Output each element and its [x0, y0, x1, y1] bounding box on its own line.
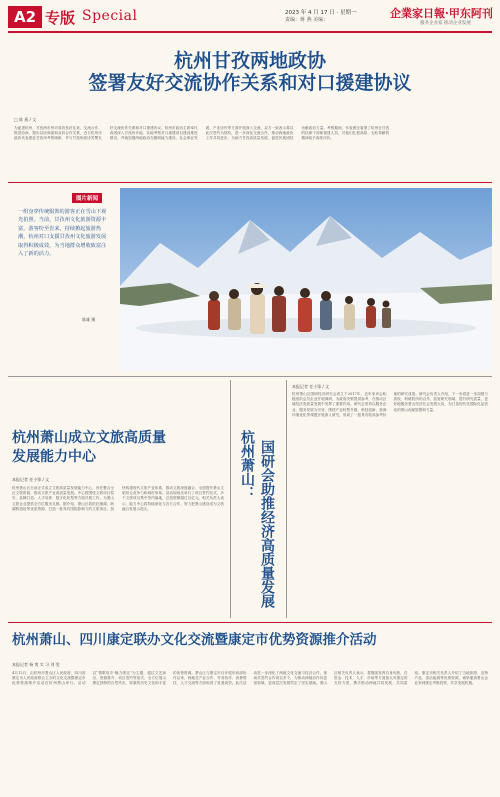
right-article-byline: 本报记者 任小锋 / 文 [292, 384, 330, 389]
masthead-slogan: 服务企业家 推动企业发展 [420, 21, 471, 26]
issue-date: 2023 年 4 月 17 日 · 星期一 [285, 10, 357, 16]
bottom-article-headline: 杭州萧山、四川康定联办文化交流暨康定市优势资源推介活动 [12, 632, 377, 648]
section-title-en: Special [82, 8, 138, 24]
bottom-section-rule [8, 622, 492, 623]
left-article-headline-line2: 发展能力中心 [12, 449, 96, 465]
right-article-body: 杭州萧山区国研经济研究会成立于2017年，近年来该会积极组织会员企业开展调研，为政府决策提供参考，在推动区域经济高质量发展中发挥了重要作用。研究会坚持以服务企业、服务发展为宗旨，围绕产业转型升级、科技创新、营商环境优化等课题开展深入研究，形成了一批具有较高参考价值的研究成果。研究会负责人介绍，下一步将进一步加强与高校、科研院所的合作，拓宽研究领域，提升研究质量，更好地服务萧山经济社会发展大局，为打造现代化国际化品质化的萧山贡献智慧和力量。 [292, 392, 488, 417]
header-rule [8, 31, 492, 33]
top-article-body: 为促进杭州、甘孜两市州对成协发好往来，交流合作、推进协商，提出以协商促和双向合作关系，近日杭州市政协代表团赴甘孜州考察调研，并与甘孜州政协签署友好交流协作关系和对口援建协议。杭州市政协主席率代表团深入甘孜州多地，实地考察对口援建项目建设推进情况，并就加强两地政协在履职能力建设、社会事业发展、产业协作等方面开展深入交流，双方一致表示将以此次签约为契机，进一步深化交流合作，推动两地政协工作共同进步，为助力甘孜高质量发展、促进民族团结贡献政协力量。考察期间，代表团还看望了杭州在甘孜的挂职干部和援建人员，对他们扎根高原、无私奉献的精神给予高度评价。 [14, 126, 390, 141]
section-title: 专版 [45, 9, 76, 27]
top-article-headline-line2: 签署友好交流协作关系和对口援建协议 [88, 72, 412, 94]
editor-credit: 责编：蒋 燕 美编： [285, 17, 329, 23]
section-divider [8, 376, 492, 377]
top-article-byline: □ 陈 燕 / 文 [14, 117, 37, 122]
column-divider-left [230, 380, 231, 618]
left-article-byline: 本报记者 任小锋 / 文 [12, 477, 50, 482]
snow-mountain-photo [120, 188, 492, 371]
photo-section-rule [8, 182, 492, 183]
photo-news-tag: 图片新闻 [72, 193, 102, 203]
bottom-article-body: 4月12日，由杭州市萧山区人民政府、四川省康定市人民政府联合主办的文化交流暨康定市优势资源推介活动在杭州萧山举行。活动以“情歌故乡·魅力康定”为主题，通过文艺演出、资源推介、项目签约等形式，全方位展示康定独特的自然风光、厚重的历史文化和丰富的优势资源。萧山区与康定市自开展东西部协作以来，两地在产业合作、劳务协作、消费帮扶、人才交流等方面取得了显著成效。此次活动进一步深化了两地文化交流与经济合作，现场共签约合作项目多个，为推动两地协作向更宽领域、更深层次发展奠定了坚实基础。萧山区相关负责人表示，将继续发挥自身优势，在资金、技术、人才、市场等方面加大对康定的支持力度，携手推动两地共同发展、共同富裕。康定市相关负责人介绍了当地旅游、农特产品、清洁能源等优势资源，诚挚邀请萧山企业家到康定考察投资，共享发展机遇。 [12, 671, 488, 686]
photo-caption: 一组身穿传统服饰的游客正在雪山下观光拍照。当前，甘孜州文化旅游资源丰富，游客纷至沓来，持续掀起旅游热潮，杭州对口支援甘孜州文化旅游发展取得积极成效，为当地群众增收致富注入了新的活力。 [18, 209, 107, 258]
left-article-body: 杭州萧山区日前正式成立文旅高质量发展能力中心，旨在整合全区文旅资源，推动文旅产业高质量发展。中心将围绕文旅项目招引、品牌打造、人才培养、数字化转型等方面开展工作，为萧山文旅企业提供全方位服务支撑。据介绍，萧山区将依托湘湖、跨湖桥遗址等优质资源，打造一批具有国际影响力的文旅项目，加快构建现代文旅产业体系，推动文旅深度融合，全面提升萧山文旅综合竞争力和城市形象。活动现场还举行了项目签约仪式，多个文旅项目集中签约落地，总投资额超过百亿元。相关负责人表示，能力中心将持续深化与各方合作，努力把萧山建设成为文旅融合发展示范区。 [12, 486, 224, 511]
left-article-headline-line1: 杭州萧山成立文旅高质量 [12, 430, 166, 446]
column-divider-mid [286, 380, 287, 618]
mid-article-headline-part2: 国研会助推经济高质量发展 [259, 440, 275, 608]
page-number-badge: A2 [8, 6, 42, 28]
mid-article-headline-part1: 杭州萧山： [239, 430, 255, 500]
newspaper-masthead: 企業家日報·甲东阿刊 [390, 7, 493, 20]
bottom-article-byline: 本报记者 杨 爽 实 习 刘 雯 [12, 662, 60, 667]
photo-credit: 陈雄 摄 [82, 317, 96, 322]
top-article-headline-line1: 杭州甘孜两地政协 [173, 50, 326, 72]
